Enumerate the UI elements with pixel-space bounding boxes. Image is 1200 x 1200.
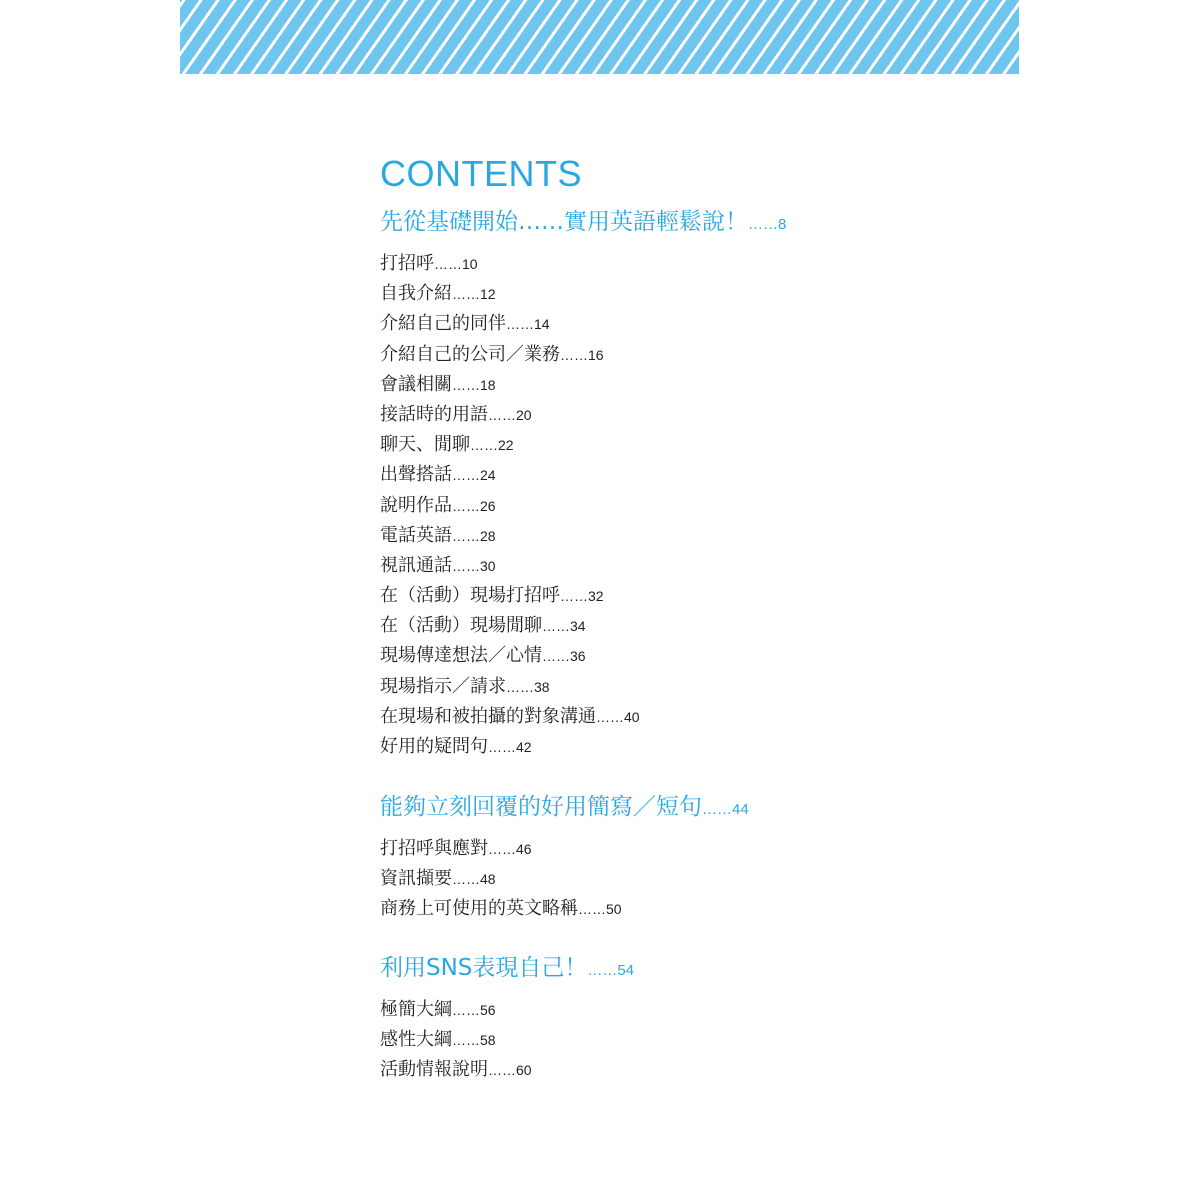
- toc-entry-label: 介紹自己的公司／業務: [380, 343, 560, 365]
- toc-entry[interactable]: [380, 1025, 980, 1055]
- toc-entry-label: 活動情報說明: [380, 1059, 488, 1081]
- toc-entry[interactable]: [380, 460, 980, 490]
- toc-section-sns: [380, 953, 980, 1086]
- toc-entry-label: 感性大綱: [380, 1029, 452, 1051]
- toc-entry-label: 極簡大綱: [380, 999, 452, 1020]
- toc-entry-page-number: ……36: [542, 648, 586, 665]
- toc-entry-page-number: ……28: [452, 527, 496, 544]
- toc-entry-label: 會議相關: [380, 373, 452, 395]
- toc-entry-label: 資訊擷要: [380, 868, 452, 890]
- toc-entry[interactable]: [380, 249, 980, 279]
- toc-entry-page-number: ……48: [452, 871, 496, 888]
- toc-entry[interactable]: [380, 641, 980, 671]
- section-heading[interactable]: [380, 792, 980, 825]
- section-heading[interactable]: [380, 207, 980, 240]
- toc-entry-page-number: ……16: [560, 346, 604, 363]
- toc-section-basics: [380, 207, 980, 762]
- toc-entry-label: 在（活動）現場閒聊: [380, 615, 542, 637]
- toc-entry[interactable]: [380, 279, 980, 309]
- toc-entry-label: 說明作品: [380, 494, 452, 516]
- section-page-number: ……54: [587, 962, 635, 979]
- toc-entry[interactable]: [380, 491, 980, 521]
- toc-entry[interactable]: [380, 430, 980, 460]
- toc-entry-label: 商務上可使用的英文略稱: [380, 898, 578, 920]
- toc-entry-label: 視訊通話: [380, 554, 452, 576]
- toc-entry-page-number: ……40: [596, 708, 640, 725]
- toc-entry-label: 現場傳達想法／心情: [380, 645, 542, 667]
- toc-entry[interactable]: [380, 894, 980, 924]
- toc-entry[interactable]: [380, 611, 980, 641]
- toc-entry[interactable]: [380, 995, 980, 1025]
- toc-entry[interactable]: [380, 864, 980, 894]
- toc-entry-page-number: ……60: [488, 1062, 532, 1079]
- toc-entry-label: 好用的疑問句: [380, 736, 488, 757]
- toc-entry-page-number: ……30: [452, 557, 496, 574]
- toc-entry-label: 現場指示／請求: [380, 675, 506, 697]
- toc-entry-page-number: ……24: [452, 467, 496, 484]
- toc-entry-label: 打招呼與應對: [380, 838, 488, 859]
- toc-entry[interactable]: [380, 309, 980, 339]
- section-entry-list: [380, 995, 980, 1086]
- toc-entry[interactable]: [380, 370, 980, 400]
- toc-entry-page-number: ……34: [542, 618, 586, 635]
- toc-entry-label: 聊天、閒聊: [380, 434, 470, 456]
- toc-section-abbreviations: [380, 792, 980, 925]
- toc-entry-label: 打招呼: [380, 253, 434, 274]
- toc-entry-page-number: ……26: [452, 497, 496, 514]
- toc-entry-label: 自我介紹: [380, 283, 452, 305]
- toc-entry[interactable]: [380, 834, 980, 864]
- toc-entry[interactable]: [380, 672, 980, 702]
- toc-entry-label: 接話時的用語: [380, 403, 488, 425]
- section-entry-list: [380, 249, 980, 762]
- section-title: 利用SNS表現自己！: [380, 955, 588, 981]
- toc-entry[interactable]: [380, 551, 980, 581]
- toc-entry-page-number: ……22: [470, 437, 514, 454]
- toc-entry[interactable]: [380, 732, 980, 762]
- contents-title: CONTENTS: [380, 153, 582, 194]
- toc-entry-page-number: ……38: [506, 678, 550, 695]
- toc-entry-page-number: ……20: [488, 406, 532, 423]
- toc-entry-page-number: ……46: [488, 841, 532, 857]
- section-heading[interactable]: [380, 953, 980, 986]
- toc-entry[interactable]: [380, 1055, 980, 1085]
- toc-entry-page-number: ……58: [452, 1032, 496, 1049]
- toc-entry[interactable]: [380, 581, 980, 611]
- toc-entry[interactable]: [380, 521, 980, 551]
- toc-entry-label: 介紹自己的同伴: [380, 313, 506, 335]
- toc-entry-label: 出聲搭話: [380, 464, 452, 486]
- toc-entry-page-number: ……18: [452, 376, 496, 393]
- toc-entry-page-number: ……50: [578, 901, 622, 918]
- toc-entry-page-number: ……12: [452, 286, 496, 303]
- toc-entry-label: 在（活動）現場打招呼: [380, 585, 560, 607]
- toc-entry-label: 電話英語: [380, 524, 452, 546]
- toc-entry-label: 在現場和被拍攝的對象溝通: [380, 705, 596, 727]
- toc-entry-page-number: ……56: [452, 1002, 496, 1018]
- section-page-number: ……44: [702, 801, 749, 818]
- toc-entry[interactable]: [380, 702, 980, 732]
- section-title: 先從基礎開始……實用英語輕鬆說！: [380, 209, 748, 235]
- toc-entry-page-number: ……10: [434, 256, 478, 272]
- toc-entry-page-number: ……14: [506, 316, 550, 333]
- toc-entry-page-number: ……32: [560, 588, 604, 605]
- decorative-stripe-band: [180, 0, 1019, 74]
- toc-entry[interactable]: [380, 400, 980, 430]
- section-page-number: ……8: [748, 216, 787, 233]
- section-entry-list: [380, 834, 980, 925]
- section-title: 能夠立刻回覆的好用簡寫／短句: [380, 794, 702, 820]
- toc-entry-page-number: ……42: [488, 739, 532, 755]
- toc-entry[interactable]: [380, 340, 980, 370]
